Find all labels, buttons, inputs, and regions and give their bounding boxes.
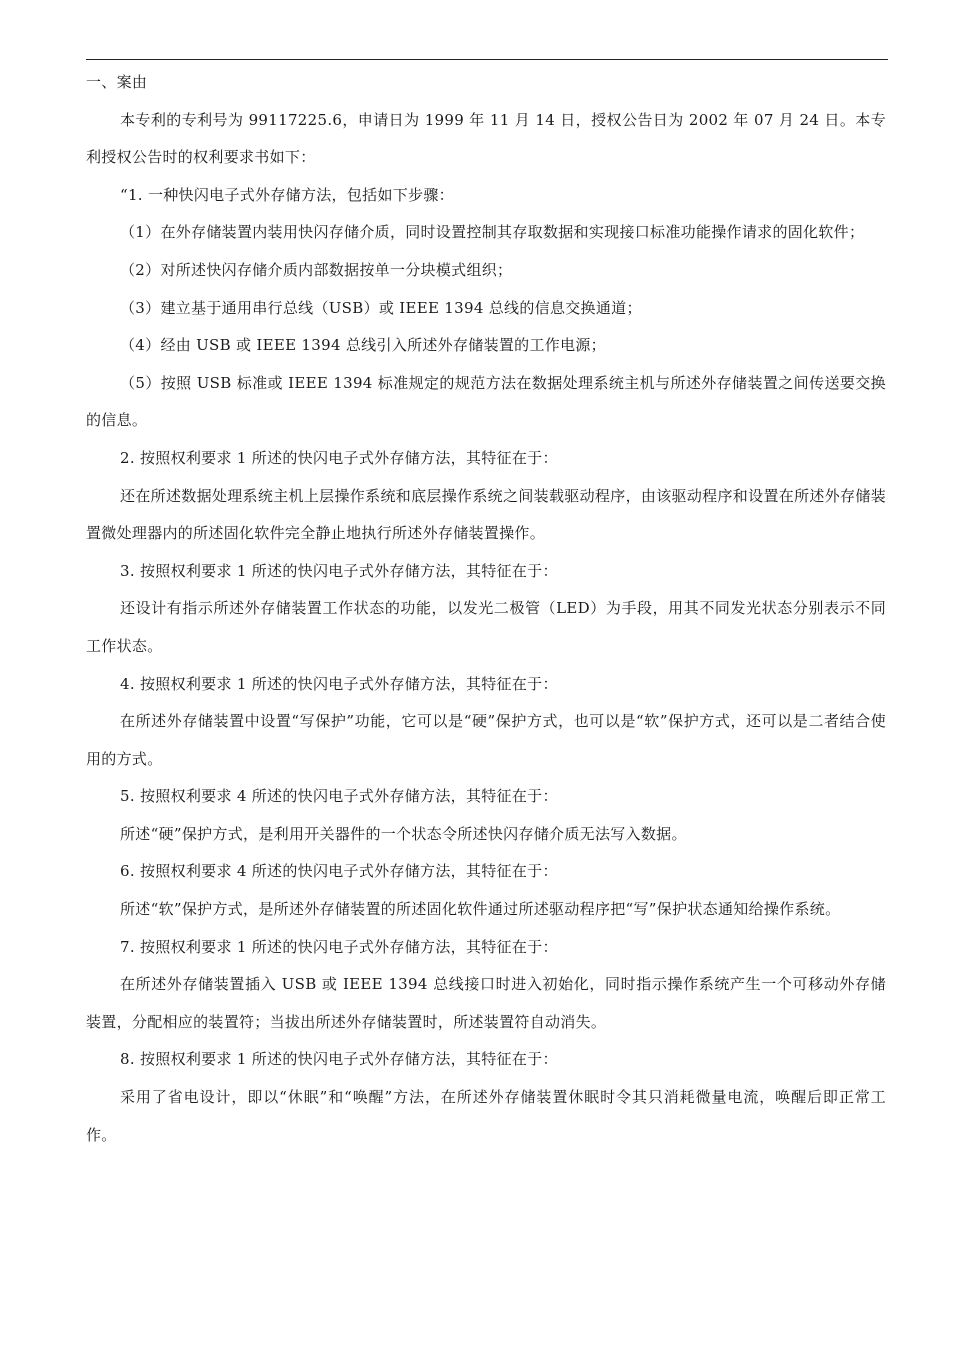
- claim-6-body: 所述“软”保护方式，是所述外存储装置的所述固化软件通过所述驱动程序把“写”保护状态通知给操作系统。: [120, 900, 841, 919]
- claim-5-title: 5. 按照权利要求 4 所述的快闪电子式外存储方法，其特征在于：: [120, 787, 558, 806]
- document-body: [86, 64, 886, 1154]
- paragraph-intro: 本专利的专利号为 99117225.6，申请日为 1999 年 11 月 14 日，授权公告日为 2002 年 07 月 24 日。本专利授权公告时的权利要求书如下：: [86, 110, 886, 167]
- claim-1-step-5: （5）按照 USB 标准或 IEEE 1394 标准规定的规范方法在数据处理系统主机与所述外存储装置之间传送要交换的信息。: [86, 373, 886, 430]
- claim-1-step-4: （4）经由 USB 或 IEEE 1394 总线引入所述外存储装置的工作电源；: [120, 336, 606, 355]
- claim-2-title: 2. 按照权利要求 1 所述的快闪电子式外存储方法，其特征在于：: [120, 448, 558, 467]
- claim-5-body: 所述“硬”保护方式，是利用开关器件的一个状态令所述快闪存储介质无法写入数据。: [120, 824, 687, 843]
- claim-6-title: 6. 按照权利要求 4 所述的快闪电子式外存储方法，其特征在于：: [120, 862, 558, 881]
- claim-1-step-2: （2）对所述快闪存储介质内部数据按单一分块模式组织；: [120, 260, 513, 279]
- claim-7-body: 在所述外存储装置插入 USB 或 IEEE 1394 总线接口时进入初始化，同时指示操作系统产生一个可移动外存储装置，分配相应的装置符；当拔出所述外存储装置时，所述装置符自动消失。: [86, 975, 886, 1031]
- claim-8-title: 8. 按照权利要求 1 所述的快闪电子式外存储方法，其特征在于：: [120, 1050, 558, 1069]
- header-rule: [86, 59, 888, 60]
- section-title: 一、案由: [86, 73, 148, 91]
- claim-1-step-3: （3）建立基于通用串行总线（USB）或 IEEE 1394 总线的信息交换通道；: [120, 298, 642, 317]
- claim-7-title: 7. 按照权利要求 1 所述的快闪电子式外存储方法，其特征在于：: [120, 937, 558, 956]
- claim-3-title: 3. 按照权利要求 1 所述的快闪电子式外存储方法，其特征在于：: [120, 561, 558, 580]
- claim-1-step-1: （1）在外存储装置内装用快闪存储介质，同时设置控制其存取数据和实现接口标准功能操作请求的固化软件；: [120, 223, 865, 242]
- claim-4-body: 在所述外存储装置中设置“写保护”功能，它可以是“硬”保护方式，也可以是“软”保护方式，还可以是二者结合使用的方式。: [86, 712, 886, 768]
- claim-8-body: 采用了省电设计，即以“休眠”和“唤醒”方法，在所述外存储装置休眠时令其只消耗微量电流，唤醒后即正常工作。: [86, 1088, 886, 1144]
- claim-2-body: 还在所述数据处理系统主机上层操作系统和底层操作系统之间装载驱动程序，由该驱动程序和设置在所述外存储装置微处理器内的所述固化软件完全静止地执行所述外存储装置操作。: [86, 486, 886, 543]
- claim-1-title: “1. 一种快闪电子式外存储方法，包括如下步骤：: [120, 185, 454, 204]
- claim-3-body: 还设计有指示所述外存储装置工作状态的功能，以发光二极管（LED）为手段，用其不同发光状态分别表示不同工作状态。: [86, 599, 886, 655]
- claim-4-title: 4. 按照权利要求 1 所述的快闪电子式外存储方法，其特征在于：: [120, 674, 558, 693]
